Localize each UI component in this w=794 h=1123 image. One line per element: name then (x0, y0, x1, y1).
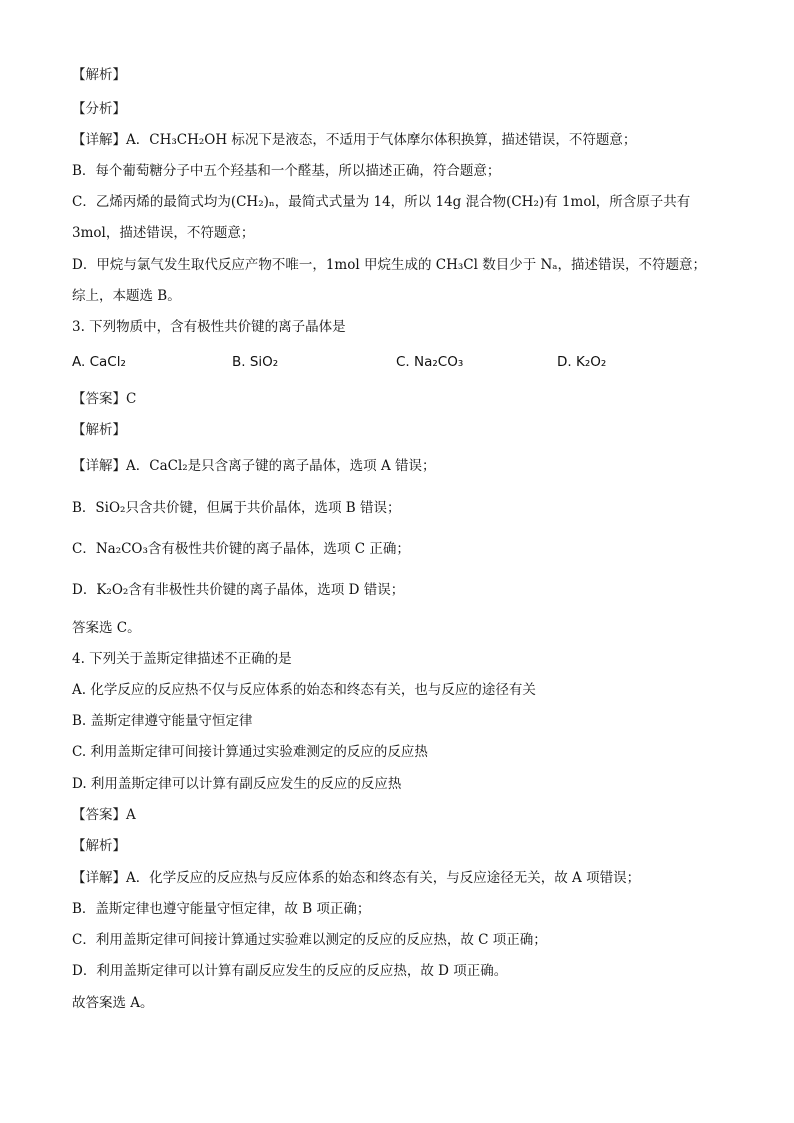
q4-stem: 4. 下列关于盖斯定律描述不正确的是 (72, 651, 292, 667)
q3-analysis-heading: 【解析】 (72, 422, 126, 438)
detail-line-a: 【详解】A．CH₃CH₂OH 标况下是液态，不适用于气体摩尔体积换算，描述错误，不符题意； (72, 132, 637, 148)
q3-option-a: A. CaCl₂ (72, 354, 126, 370)
q3-detail-a: 【详解】A．CaCl₂是只含离子键的离子晶体，选项 A 错误； (72, 458, 436, 474)
q3-detail-c: C．Na₂CO₃含有极性共价键的离子晶体，选项 C 正确； (72, 541, 410, 557)
q3-option-b: B. SiO₂ (232, 354, 279, 370)
q3-detail-d: D．K₂O₂含有非极性共价键的离子晶体，选项 D 错误； (72, 582, 405, 598)
analysis-heading: 【解析】 (72, 67, 126, 83)
q4-detail-d: D．利用盖斯定律可以计算有副反应发生的反应的反应热，故 D 项正确。 (72, 963, 508, 979)
q4-analysis-heading: 【解析】 (72, 838, 126, 854)
q3-option-d: D. K₂O₂ (557, 354, 607, 370)
fenxi-heading: 【分析】 (72, 101, 126, 117)
q4-answer: 【答案】A (72, 807, 136, 823)
q4-option-a: A. 化学反应的反应热不仅与反应体系的始态和终态有关，也与反应的途径有关 (72, 682, 536, 698)
q4-option-b: B. 盖斯定律遵守能量守恒定律 (72, 713, 253, 729)
q4-option-d: D. 利用盖斯定律可以计算有副反应发生的反应的反应热 (72, 776, 402, 792)
q4-conclusion: 故答案选 A。 (72, 995, 154, 1011)
q3-option-c: C. Na₂CO₃ (396, 354, 464, 370)
q4-detail-b: B．盖斯定律也遵守能量守恒定律，故 B 项正确； (72, 901, 371, 917)
q4-detail-a: 【详解】A．化学反应的反应热与反应体系的始态和终态有关，与反应途径无关，故 A 项错误； (72, 870, 641, 886)
q3-conclusion: 答案选 C。 (72, 620, 141, 636)
detail-line-c-cont: 3mol，描述错误，不符题意； (72, 225, 255, 241)
detail-line-d: D．甲烷与氯气发生取代反应产物不唯一，1mol 甲烷生成的 CH₃Cl 数目少于 Nₐ，描述错误，不符题意； (72, 257, 707, 273)
q3-stem: 3. 下列物质中，含有极性共价键的离子晶体是 (72, 319, 346, 335)
summary-line: 综上，本题选 B。 (72, 288, 181, 304)
detail-line-b: B．每个葡萄糖分子中五个羟基和一个醛基，所以描述正确，符合题意； (72, 163, 501, 179)
q4-detail-c: C．利用盖斯定律可间接计算通过实验难以测定的反应的反应热，故 C 项正确； (72, 932, 547, 948)
detail-line-c: C．乙烯丙烯的最简式均为(CH₂)ₙ，最简式式量为 14，所以 14g 混合物(CH₂)有 1mol，所含原子共有 (72, 194, 691, 210)
q3-detail-b: B．SiO₂只含共价键，但属于共价晶体，选项 B 错误； (72, 500, 401, 516)
q3-answer: 【答案】C (72, 391, 137, 407)
q4-option-c: C. 利用盖斯定律可间接计算通过实验难测定的反应的反应热 (72, 744, 428, 760)
